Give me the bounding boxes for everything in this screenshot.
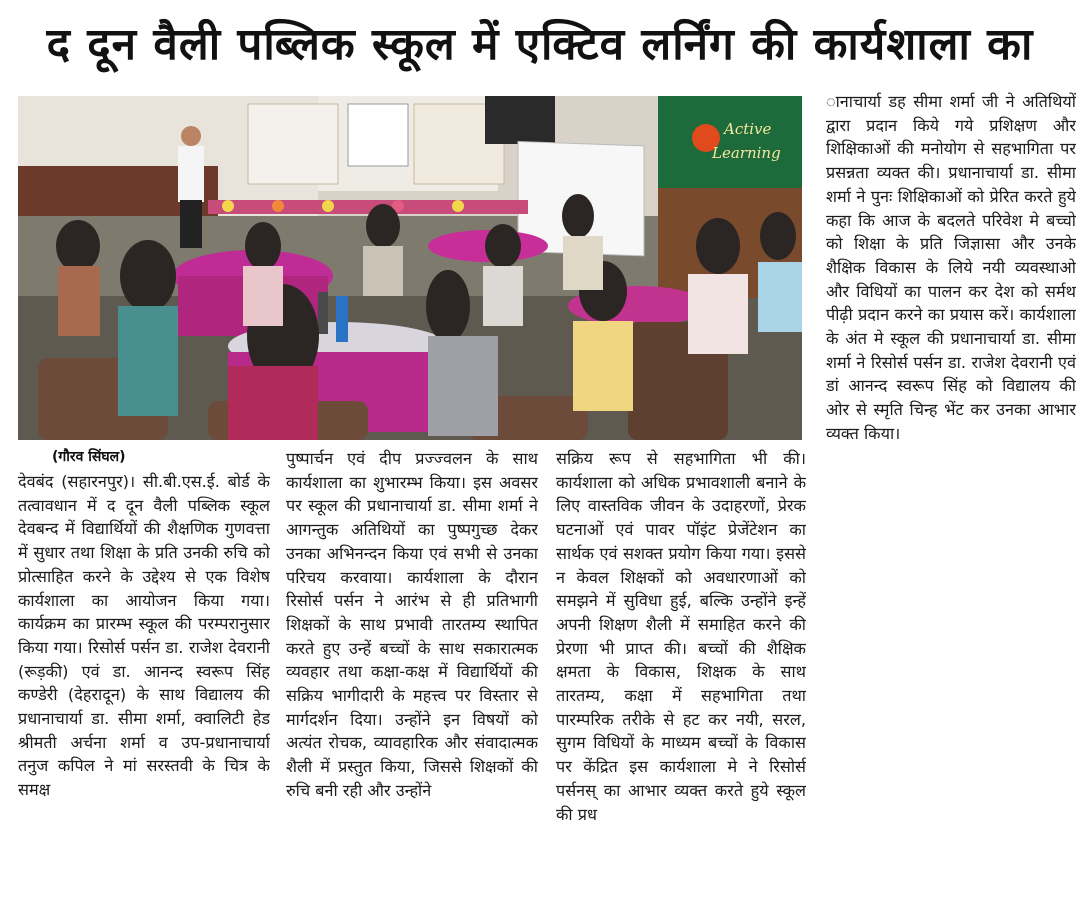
article-column-4 (826, 90, 1076, 580)
photo-caption: (गौरव सिंघल) (52, 449, 126, 465)
column-3-text: सक्रिय रूप से सहभागिता भी की।कार्यशाला को अधिक प्रभावशाली बनाने के लिए वास्तविक जीवन के उदाहरणों, प्रेरक घटनाओं एवं पावर पॉइंट प्रेजेंटेशन का सार्थक एवं सशक्त प्रयोग किया गया। इससे न केवल शिक्षकों को अवधारणाओं को समझने में सुविधा हुई, बल्कि उन्होंने इन्हें अपनी शिक्षण शैली में समाहित करने की प्रेरणा भी प्राप्त की। बच्चों की शैक्षिक क्षमता के विकास, शिक्षक के साथ तारतम्य, कक्षा में सहभागिता तथा पारम्परिक तरीके से हट कर नयी, सरल, सुगम विधियों के माध्यम बच्चों के विकास पर केंद्रित इस कार्यशाला मे ने रिसोर्स पर्सनस् का आभार व्यक्त करते हुये स्कूल की प्रध (556, 449, 806, 824)
article-column-1 (18, 470, 270, 916)
workshop-photo (18, 96, 802, 440)
svg-text:Active: Active (724, 120, 772, 138)
svg-text:Learning: Learning (712, 144, 781, 162)
column-4-text: ानाचार्या डह सीमा शर्मा जी ने अतिथियों द्वारा प्रदान किये गये प्रशिक्षण और शिक्षिकाओं की मनोयोग से सहभागिता पर प्रसन्नता व्यक्त की। प्रधानाचार्या डा. सीमा शर्मा ने पुनः शिक्षिकाओं को प्रेरित करते हुये कहा कि आज के बदलते परिवेश मे बच्चो को शिक्षा के प्रति जिज्ञासा और उनके शैक्षिक विकास के लिये नयी व्यवस्थाओ और विधियों का पालन कर देश को सर्मथ पीढ़ी प्रदान करने का प्रयास करें। कार्यशाला के अंत मे स्कूल की प्रधानाचार्या डा. सीमा शर्मा ने रिसोर्स पर्सन डा. राजेश देवरानी एवं डां आनन्द स्वरूप सिंह को विद्यालय की ओर से स्मृति चिन्ह भेंट कर उनका आभार व्यक्त किया। (826, 92, 1076, 443)
column-1-text: देवबंद (सहारनपुर)। सी.बी.एस.ई. बोर्ड के तत्वावधान में द दून वैली पब्लिक स्कूल देवबन्द में विद्यार्थियों की शैक्षणिक गुणवत्ता में सुधार तथा शिक्षा के प्रति उनकी रुचि को प्रोत्साहित करने के उद्देश्य से एक विशेष कार्यशाला का आयोजन किया गया। कार्यक्रम का प्रारम्भ स्कूल की परम्परानुसार किया गया। रिसोर्स पर्सन डा. राजेश देवरानी (रूड़की) एवं डा. आनन्द स्वरूप सिंह कण्डेरी (देहरादून) के साथ विद्यालय की प्रधानाचार्या डा. सीमा शर्मा, क्वालिटी हेड श्रीमती अर्चना शर्मा व उप-प्रधानाचार्या तनुज कपिल ने मां सरस्तवी के चित्र के समक्ष (18, 472, 270, 800)
column-2-text: पुष्पार्चन एवं दीप प्रज्ज्वलन के साथ कार्यशाला का शुभारम्भ किया। इस अवसर पर स्कूल की प्रधानाचार्या डा. सीमा शर्मा ने आगन्तुक अतिथियों का पुष्पगुच्छ देकर उनका अभिनन्दन किया एवं सभी से उनका परिचय करवाया। कार्यशाला के दौरान रिसोर्स पर्सन ने आरंभ से ही प्रतिभागी शिक्षकों के साथ प्रभावी तारतम्य स्थापित करते हुए उन्हें बच्चों के साथ सकारात्मक व्यवहार तथा कक्षा-कक्ष में विद्यार्थियों की सक्रिय भागीदारी के महत्त्व पर विस्तार से मार्गदर्शन दिया। उन्होंने इन विषयों को अत्यंत रोचक, व्यावहारिक और संवादात्मक शैली में प्रस्तुत किया, जिससे शिक्षकों की रुचि बनी रही और उन्होंने (286, 449, 538, 800)
article-column-3 (556, 447, 806, 917)
headline: द दून वैली पब्लिक स्कूल में एक्टिव लर्निंग की कार्यशाला का (46, 19, 1034, 70)
article-column-2 (286, 447, 538, 917)
